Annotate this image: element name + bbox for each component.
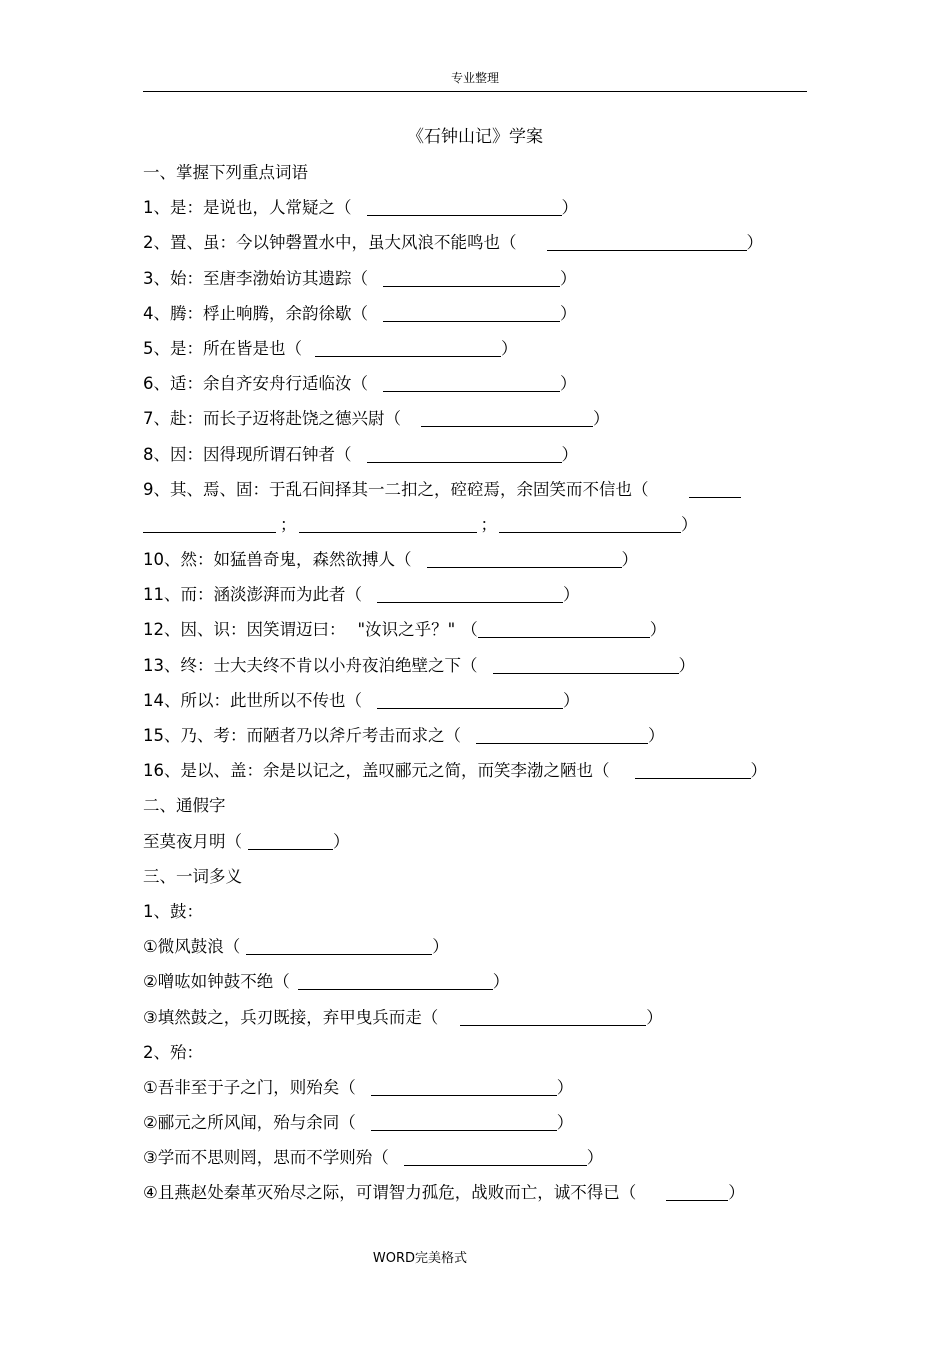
question-text: 7、赴：而长子迈将赴饶之德兴尉（ — [143, 409, 401, 429]
section-heading: 二、通假字 — [143, 796, 226, 816]
question-text: 4、腾：桴止响腾，余韵徐歇（ — [143, 303, 368, 323]
answer-blank[interactable] — [689, 477, 741, 498]
answer-blank[interactable] — [371, 1110, 557, 1131]
question-9 — [143, 477, 823, 512]
question-4 — [143, 301, 823, 336]
question-text: 至莫夜月明（ — [143, 831, 242, 851]
polysemy-word: 1、鼓： — [143, 901, 203, 921]
page-header: 专业整理 — [450, 71, 499, 85]
close-paren: ） — [333, 831, 350, 851]
close-paren: ） — [678, 655, 695, 675]
question-text: 6、适：余自齐安舟行适临汝（ — [143, 374, 368, 394]
question-text: 5、是：所在皆是也（ — [143, 338, 302, 358]
question-text: 15、乃、考：而陋者乃以斧斤考击而求之（ — [143, 726, 461, 745]
question-15 — [143, 723, 823, 758]
question-7 — [143, 406, 823, 441]
answer-blank[interactable] — [383, 371, 560, 392]
question-text: ④且燕赵处秦革灭殆尽之际，可谓智力孤危，战败而亡，诚不得已（ — [143, 1183, 637, 1203]
polysemy-item — [143, 1180, 823, 1215]
close-paren: ） — [432, 937, 449, 957]
question-1 — [143, 195, 823, 230]
polysemy-item — [143, 1145, 823, 1180]
close-paren: ） — [750, 761, 767, 781]
close-paren: ） — [621, 550, 638, 570]
question-9-continued — [143, 512, 823, 547]
answer-blank[interactable] — [315, 336, 501, 357]
answer-blank[interactable] — [383, 266, 560, 287]
close-paren: ） — [586, 1148, 604, 1168]
header-rule — [143, 91, 807, 92]
answer-blank[interactable] — [299, 512, 477, 533]
separator: ； — [480, 514, 497, 534]
worksheet-content — [143, 160, 823, 1216]
polysemy-word: 2、殆： — [143, 1042, 203, 1062]
answer-blank[interactable] — [377, 582, 563, 603]
answer-blank[interactable] — [478, 617, 650, 638]
answer-blank[interactable] — [246, 934, 432, 955]
answer-blank[interactable] — [298, 969, 493, 990]
answer-blank[interactable] — [404, 1145, 587, 1166]
close-paren: ） — [561, 444, 578, 464]
section-heading: 三、一词多义 — [143, 866, 242, 886]
answer-blank[interactable] — [460, 1005, 646, 1026]
answer-blank[interactable] — [143, 512, 276, 533]
question-text: ①微风鼓浪（ — [143, 937, 241, 957]
question-text: 9、其、焉、固：于乱石间择其一二扣之，硿硿焉，余固笑而不信也（ — [143, 479, 649, 499]
answer-blank[interactable] — [476, 723, 648, 744]
page-footer: WORD完美格式 — [372, 1251, 468, 1266]
question-text: 1、是：是说也，人常疑之（ — [143, 198, 352, 218]
close-paren: ） — [563, 585, 580, 605]
question-10 — [143, 547, 823, 582]
answer-blank[interactable] — [367, 195, 562, 216]
question-11 — [143, 582, 823, 617]
close-paren: ） — [593, 409, 610, 429]
separator: ； — [280, 514, 297, 534]
close-paren: ） — [501, 338, 518, 358]
question-text: ②郦元之所风闻，殆与余同（ — [143, 1113, 356, 1133]
question-12 — [143, 617, 823, 652]
question-5 — [143, 336, 823, 371]
close-paren: ） — [560, 268, 577, 288]
quoted-text: "汝识之乎？" — [357, 620, 456, 640]
question-text: ②噌吰如钟鼓不绝（ — [143, 972, 290, 992]
close-paren: ） — [646, 1007, 663, 1027]
answer-blank[interactable] — [666, 1180, 728, 1201]
section-heading: 一、掌握下列重点词语 — [143, 163, 308, 182]
close-paren: ） — [649, 620, 667, 640]
close-paren: ） — [746, 233, 763, 253]
polysemy-item — [143, 1005, 823, 1040]
question-text: ③填然鼓之，兵刃既接，弃甲曳兵而走（ — [143, 1007, 439, 1027]
close-paren: ） — [648, 726, 665, 745]
document-title: 《石钟山记》学案 — [407, 127, 543, 147]
close-paren: ） — [556, 1113, 574, 1133]
question-text: 11、而：涵淡澎湃而为此者（ — [143, 585, 362, 605]
close-paren: ） — [492, 972, 510, 992]
answer-blank[interactable] — [377, 688, 563, 709]
close-paren: ） — [561, 198, 578, 218]
question-8 — [143, 442, 823, 477]
close-paren: ） — [563, 690, 580, 710]
question-text: 16、是以、盖：余是以记之，盖叹郦元之简，而笑李渤之陋也（ — [143, 761, 610, 781]
question-16 — [143, 758, 823, 793]
question-text: 13、终：士大夫终不肯以小舟夜泊绝壁之下（ — [143, 655, 478, 675]
question-13 — [143, 653, 823, 688]
question-14 — [143, 688, 823, 723]
answer-blank[interactable] — [499, 512, 681, 533]
answer-blank[interactable] — [427, 547, 622, 568]
close-paren: ） — [681, 514, 698, 534]
polysemy-item — [143, 934, 823, 969]
open-paren: （ — [461, 620, 478, 640]
answer-blank[interactable] — [547, 230, 747, 251]
polysemy-item — [143, 1110, 823, 1145]
answer-blank[interactable] — [635, 758, 751, 779]
close-paren: ） — [728, 1183, 745, 1203]
question-text: 14、所以：此世所以不传也（ — [143, 690, 362, 710]
answer-blank[interactable] — [493, 653, 679, 674]
question-text: 8、因：因得现所谓石钟者（ — [143, 444, 352, 464]
question-text: 2、置、虽：今以钟磬置水中，虽大风浪不能鸣也（ — [143, 233, 517, 253]
polysemy-item — [143, 1075, 823, 1110]
question-3 — [143, 266, 823, 301]
question-text: ③学而不思则罔，思而不学则殆（ — [143, 1148, 389, 1168]
question-6 — [143, 371, 823, 406]
polysemy-item — [143, 969, 823, 1004]
question-2 — [143, 230, 823, 265]
close-paren: ） — [556, 1077, 574, 1097]
close-paren: ） — [560, 303, 577, 323]
answer-blank[interactable] — [421, 406, 593, 427]
answer-blank[interactable] — [383, 301, 560, 322]
answer-blank[interactable] — [248, 829, 333, 850]
answer-blank[interactable] — [367, 442, 562, 463]
question-text: 10、然：如猛兽奇鬼，森然欲搏人（ — [143, 550, 412, 570]
close-paren: ） — [560, 374, 577, 394]
question-text: 12、因、识：因笑谓迈曰： — [143, 620, 346, 640]
question-text: 3、始：至唐李渤始访其遗踪（ — [143, 268, 368, 288]
tongjia-item — [143, 829, 823, 864]
question-text: ①吾非至于子之门，则殆矣（ — [143, 1077, 356, 1097]
answer-blank[interactable] — [371, 1075, 557, 1096]
